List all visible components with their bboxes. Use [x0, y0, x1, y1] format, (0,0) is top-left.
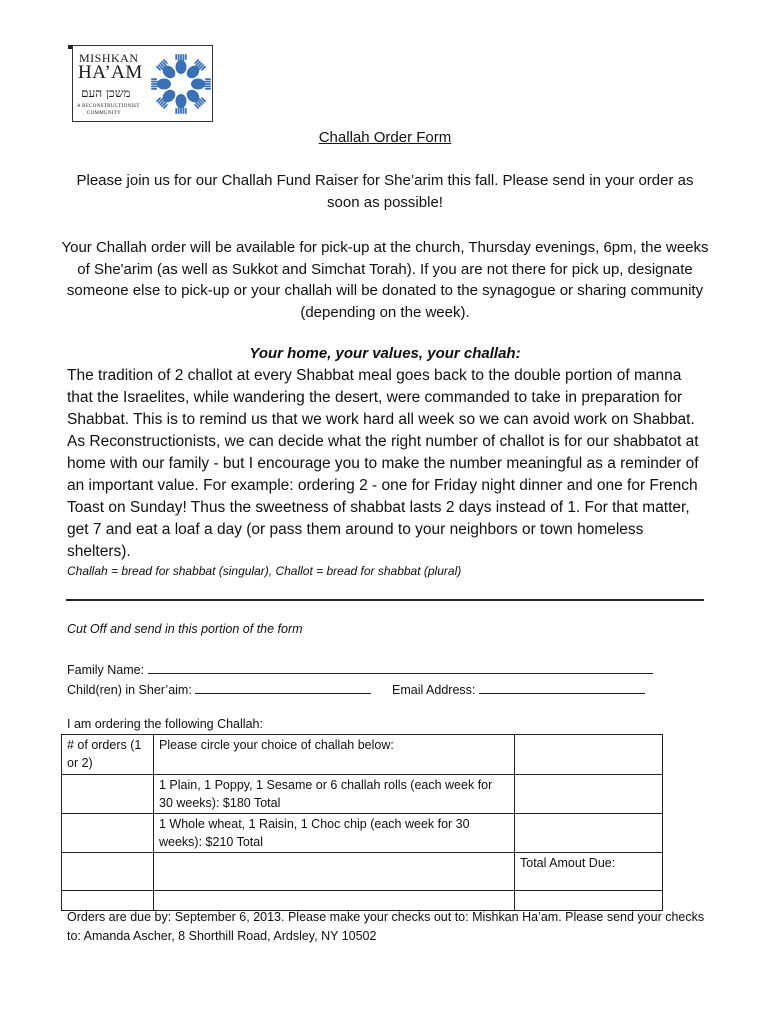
footer-instructions: Orders are due by: September 6, 2013. Please make your checks out to: Mishkan Ha’am. Please send your checks to: Amanda Ascher, 8 Shorthill Road, Ardsley, NY 10502 [67, 910, 705, 943]
hand-shape [175, 54, 186, 74]
email-row [392, 680, 645, 697]
logo-tagline-line1: A RECONSTRUCTIONIST [77, 104, 140, 109]
logo-name-line1: MISHKAN [79, 51, 139, 65]
children-row [67, 680, 371, 697]
order-table [61, 734, 663, 911]
table-row [62, 775, 663, 814]
logo-tagline-line2: COMMUNITY [87, 111, 122, 116]
order-count-option2[interactable] [62, 814, 154, 853]
intro-text: Please join us for our Challah Fund Raiser for She’arim this fall. Please send in your order as soon as possible! [76, 172, 694, 211]
logo-hebrew-name: משכן העם [81, 86, 131, 100]
hand-shape [184, 87, 206, 109]
email-field[interactable] [479, 680, 645, 694]
family-name-label: Family Name: [67, 663, 145, 677]
table-row [62, 853, 663, 891]
family-name-row [67, 660, 653, 677]
logo-name-line2: HA’AM [78, 62, 143, 83]
mishkan-haam-logo [72, 45, 213, 122]
tradition-paragraph: The tradition of 2 challot at every Shabbat meal goes back to the double portion of manna that the Israelites, while wandering the desert, were commanded to take in preparation for Shabbat. This is to remind us that we work hard all week so we can avoid work on Shabbat. As Reconstructionists, we can decide what the right number of challot is for our shabbatot at home with our family - but I encourage you to make the number meaningful as a reminder of an important value. For example: ordering 2 - one for Friday night dinner and one for French Toast on Sunday! Thus the sweetness of shabbat lasts 2 days instead of 1. For that matter, get 7 and eat a loaf a day (or pass them around to your neighbors or town homeless shelters). [67, 367, 699, 560]
orders-count-header: # of orders (1 or 2) [62, 735, 154, 775]
ordering-label: I am ordering the following Challah: [67, 717, 263, 731]
cut-line-divider [66, 599, 704, 601]
challah-option1[interactable]: 1 Plain, 1 Poppy, 1 Sesame or 6 challah rolls (each week for 30 weeks): $180 Total [154, 775, 515, 814]
children-label: Child(ren) in Sher’aim: [67, 683, 192, 697]
option2-amount-cell[interactable] [515, 814, 663, 853]
hand-shape [175, 94, 186, 114]
header-blank-cell [515, 735, 663, 775]
hand-shape [191, 78, 211, 89]
table-row [62, 735, 663, 775]
family-name-field[interactable] [148, 660, 653, 674]
hands-circle-icon [151, 50, 211, 118]
total-blank-cell2 [154, 853, 515, 891]
hand-shape [184, 59, 206, 81]
corner-mark [68, 45, 72, 49]
choice-header: Please circle your choice of challah below: [154, 735, 515, 775]
hand-shape [156, 59, 178, 81]
total-due-label: Total Amout Due: [515, 853, 663, 891]
option1-amount-cell[interactable] [515, 775, 663, 814]
email-label: Email Address: [392, 683, 476, 697]
hand-shape [156, 87, 178, 109]
subheading: Your home, your values, your challah: [249, 345, 521, 362]
definition-note: Challah = bread for shabbat (singular), Challot = bread for shabbat (plural) [67, 564, 462, 578]
pickup-info: Your Challah order will be available for pick-up at the church, Thursday evenings, 6pm, the weeks of She'arim (as well as Sukkot and Simchat Torah). If you are not there for pick up, designate someone else to pick-up or your challah will be donated to the synagogue or sharing community (depending on the week). [61, 239, 709, 321]
order-count-option1[interactable] [62, 775, 154, 814]
challah-option2[interactable]: 1 Whole wheat, 1 Raisin, 1 Choc chip (each week for 30 weeks): $210 Total [154, 814, 515, 853]
page-title: Challah Order Form [318, 129, 452, 146]
cutoff-instruction: Cut Off and send in this portion of the form [67, 622, 303, 636]
children-field[interactable] [195, 680, 371, 694]
hand-shape [151, 78, 171, 89]
total-blank-cell1 [62, 853, 154, 891]
table-row [62, 814, 663, 853]
